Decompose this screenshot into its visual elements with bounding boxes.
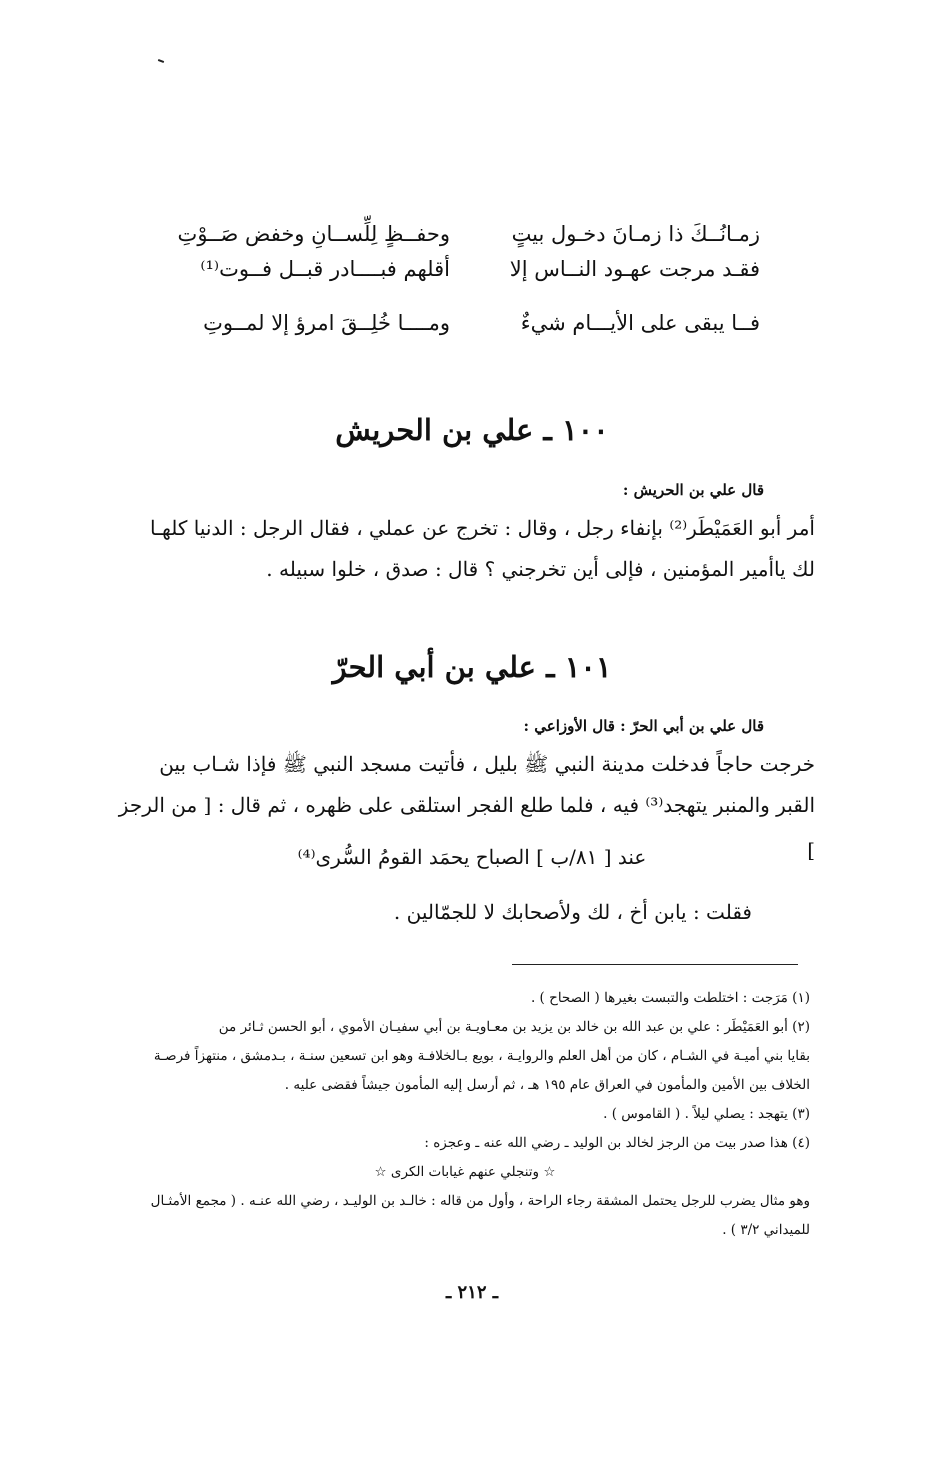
paragraph-line: خرجت حاجاً فدخلت مدينة النبي ﷺ بليل ، فأتيت مسجد النبي ﷺ فإذا شـاب بين [159,752,815,776]
footnote-line: بقايا بني أميـة في الشـام ، كان من أهل العلم والروايـة ، بويع بـالخلافـة وهو ابن تسعين سنـة ، بـدمشق ، منتهزاً فرصـة [153,1048,810,1064]
footnote-verse: ☆ وتنجلي عنهم غيابات الكرى ☆ [374,1164,556,1180]
section-lead: قال علي بن أبي الحرّ : قال الأوزاعي : [523,717,764,735]
poem-line-3 [180,311,760,361]
verse-line: عند [ ٨١/ب ] الصباح يحمَد القومُ السُّرى⁽⁴⁾ [297,845,647,869]
poem-hemistich-2: وحفــظٍ لِلِّســانِ وخفض صَــوْتِ [177,222,450,246]
footnote-line: للميداني ٣/٢ ) . [722,1222,810,1238]
poem-line-2 [180,257,760,307]
page-number: ـ ٢١٢ ـ [445,1282,499,1303]
section-lead: قال علي بن الحريش : [622,481,764,499]
footnote-line: (٢) أبو العَمَيْطَر : علي بن عبد الله بن خالد بن يزيد بن معـاويـة بن أبي سفيـان الأموي ، أبو الحسن ثـائر من [218,1019,810,1035]
footnote-line: (٤) هذا صدر بيت من الرجز لخالد بن الوليد ـ رضي الله عنه ـ وعجزه : [424,1135,810,1151]
poem-hemistich-2: ومــــا خُلِــقَ امرؤ إلا لمــوتِ [203,311,450,335]
footnote-line: (١) مَرَجت : اختلطت والتبست بغيرها ( الصحاح ) . [530,990,810,1006]
poem-hemistich-1: زمـانُــكَ ذا زمـانَ دخـول بيتٍ [511,222,760,246]
poem-hemistich-1: فقـد مرجت عهـود النــاس إلا [509,257,760,281]
paragraph-line: لك ياأمير المؤمنين ، فإلى أين تخرجني ؟ قال : صدق ، خلوا سبيله . [266,557,815,581]
reply-line: فقلت : يابن أخ ، لك ولأصحابك لا للجمّالين . [393,900,752,924]
footnotes [120,984,810,1245]
section-title: ١٠١ ـ علي بن أبي الحرّ [332,650,612,684]
paragraph-line: القبر والمنبر يتهجد⁽³⁾ فيه ، فلما طلع الفجر استلقى على ظهره ، ثم قال : [ من الرجز ] [118,793,815,862]
footnote-line: الخلاف بين الأمين والمأمون في العراق عام ١٩٥ هـ ، ثم أرسل إليه المأمون جيشاً فقضى عليه . [284,1077,810,1093]
paragraph-line: أمر أبو العَمَيْطَر⁽²⁾ بإنفاء رجل ، وقال : تخرج عن عملي ، فقال الرجل : الدنيا كلهـا [150,516,815,540]
footnote-line: (٣) يتهجد : يصلي ليلاً . ( القاموس ) . [603,1106,810,1122]
poem-hemistich-1: فــا يبقى على الأيـــام شيءٌ [520,311,760,335]
footnote-separator [512,964,798,965]
poem-hemistich-2: أقلهم فبــــادر قبــل فــوت⁽¹⁾ [200,257,450,281]
footnote-line: وهو مثال يضرب للرجل يحتمل المشقة رجاء الراحة ، وأول من قاله : خالـد بن الوليـد ، رضي الله عنـه . ( مجمع الأمثـال [150,1193,810,1209]
section-title: ١٠٠ ـ علي بن الحريش [335,413,609,447]
stray-mark [158,59,164,63]
